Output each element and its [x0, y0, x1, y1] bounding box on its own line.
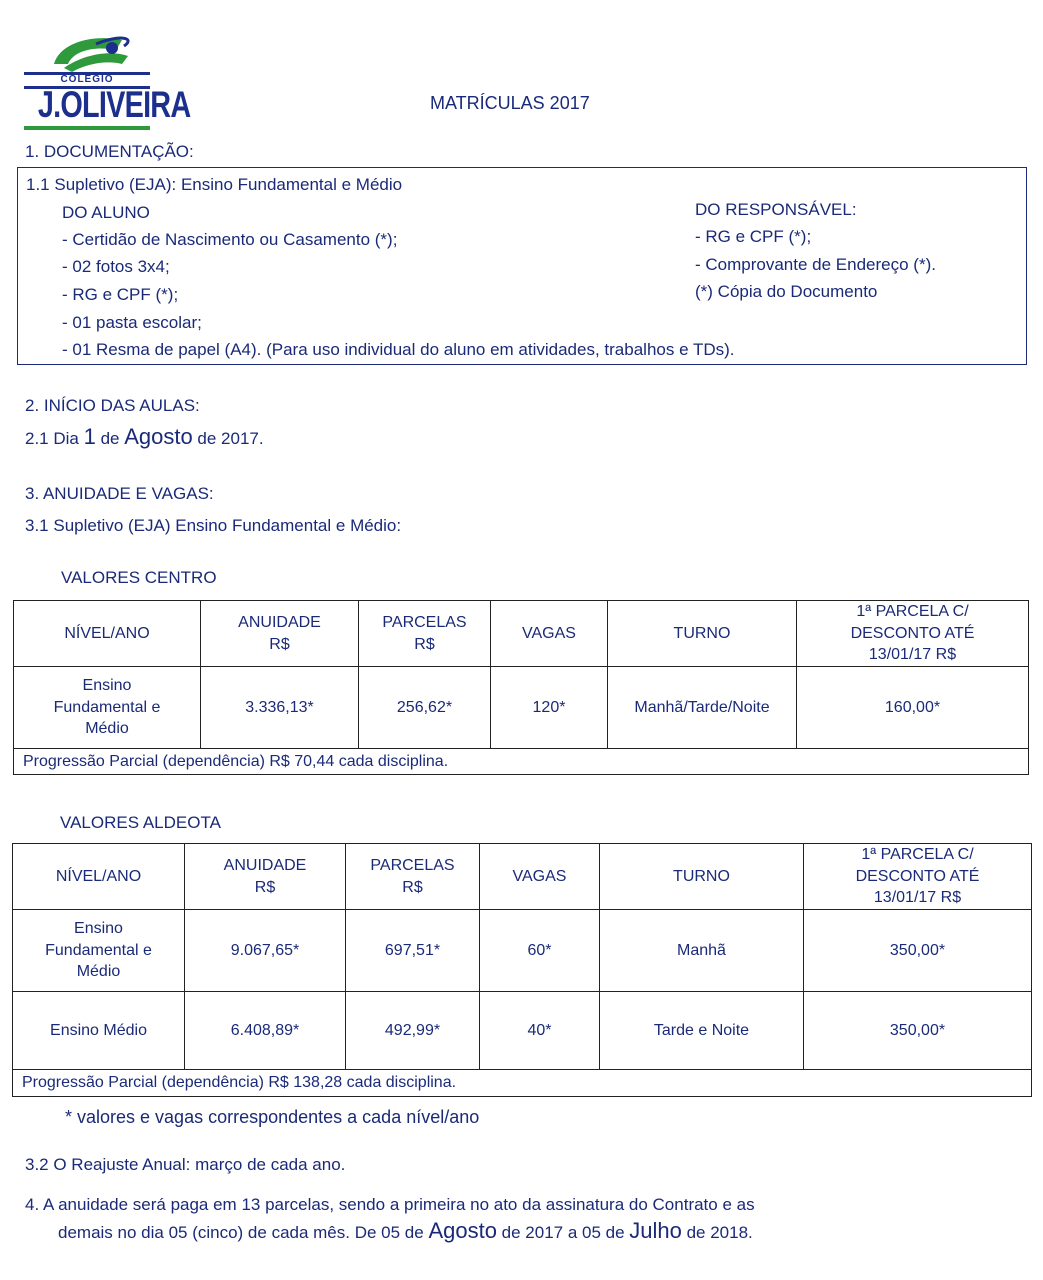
header-desconto: 1ª PARCELA C/ DESCONTO ATÉ 13/01/17 R$ [797, 601, 1029, 667]
cell-nivel: Ensino Médio [13, 992, 185, 1070]
table-note-row [14, 749, 1029, 775]
header-parcelas: PARCELAS R$ [346, 844, 480, 910]
cell-vagas: 60* [480, 910, 600, 992]
cell-vagas: 40* [480, 992, 600, 1070]
logo-top-text: COLÉGIO [60, 74, 114, 85]
header-nivel: NÍVEL/ANO [14, 601, 201, 667]
cell-anuidade: 6.408,89* [185, 992, 346, 1070]
responsavel-item: - RG e CPF (*); [695, 227, 812, 246]
table-row [14, 667, 1029, 749]
cell-turno: Tarde e Noite [600, 992, 804, 1070]
aldeota-note: Progressão Parcial (dependência) R$ 138,28 cada disciplina. [13, 1070, 1032, 1097]
responsavel-item: - Comprovante de Endereço (*). [695, 255, 936, 274]
header-vagas: VAGAS [491, 601, 608, 667]
header-anuidade: ANUIDADE R$ [185, 844, 346, 910]
header-nivel: NÍVEL/ANO [13, 844, 185, 910]
responsavel-title: DO RESPONSÁVEL: [695, 200, 857, 219]
start-day: 1 [83, 424, 96, 449]
section4-line1: 4. A anuidade será paga em 13 parcelas, sendo a primeira no ato da assinatura do Contrato e as [25, 1195, 755, 1214]
cell-anuidade: 3.336,13* [201, 667, 359, 749]
cell-vagas: 120* [491, 667, 608, 749]
table-header-row [14, 601, 1029, 667]
reajuste-line: 3.2 O Reajuste Anual: março de cada ano. [25, 1155, 346, 1174]
aluno-item: - RG e CPF (*); [62, 285, 179, 304]
responsavel-item: (*) Cópia do Documento [695, 282, 878, 301]
start-date-prefix: 2.1 Dia [25, 429, 84, 448]
cell-parcelas: 256,62* [359, 667, 491, 749]
section4-text-a: demais no dia 05 (cinco) de cada mês. De 05 de [58, 1223, 429, 1242]
page-title: MATRÍCULAS 2017 [430, 93, 590, 113]
section4-line2 [58, 1218, 753, 1244]
aluno-item: - 01 Resma de papel (A4). (Para uso individual do aluno em atividades, trabalhos e TDs). [62, 340, 735, 359]
section2-heading: 2. INÍCIO DAS AULAS: [25, 396, 200, 415]
aldeota-table [12, 843, 1032, 1097]
section4-text-b: de 2017 a 05 de [496, 1223, 630, 1242]
header-desconto: 1ª PARCELA C/ DESCONTO ATÉ 13/01/17 R$ [804, 844, 1032, 910]
section1-sub: 1.1 Supletivo (EJA): Ensino Fundamental e Médio [26, 175, 403, 194]
cell-anuidade: 9.067,65* [185, 910, 346, 992]
header-parcelas: PARCELAS R$ [359, 601, 491, 667]
start-month: Agosto [124, 424, 193, 449]
cell-parcelas: 697,51* [346, 910, 480, 992]
section1-heading: 1. DOCUMENTAÇÃO: [25, 142, 194, 161]
table-header-row [13, 844, 1032, 910]
start-date-line [25, 424, 264, 450]
header-turno: TURNO [600, 844, 804, 910]
cell-turno: Manhã/Tarde/Noite [608, 667, 797, 749]
centro-note: Progressão Parcial (dependência) R$ 70,44 cada disciplina. [14, 749, 1029, 775]
aluno-item: - 01 pasta escolar; [62, 313, 202, 332]
aluno-item: - Certidão de Nascimento ou Casamento (*); [62, 230, 398, 249]
header-vagas: VAGAS [480, 844, 600, 910]
aluno-title: DO ALUNO [62, 203, 150, 222]
logo-name: J.OLIVEIRA [37, 84, 191, 125]
start-year: de 2017. [192, 429, 264, 448]
documentation-box [17, 167, 1027, 365]
table-row [13, 992, 1032, 1070]
cell-nivel: Ensino Fundamental e Médio [13, 910, 185, 992]
centro-table [13, 600, 1029, 775]
cell-desconto: 350,00* [804, 910, 1032, 992]
cell-desconto: 160,00* [797, 667, 1029, 749]
cell-desconto: 350,00* [804, 992, 1032, 1070]
start-date-de: de [95, 429, 125, 448]
cell-parcelas: 492,99* [346, 992, 480, 1070]
header-turno: TURNO [608, 601, 797, 667]
header-anuidade: ANUIDADE R$ [201, 601, 359, 667]
table-note-row [13, 1070, 1032, 1097]
aldeota-title: VALORES ALDEOTA [60, 813, 221, 832]
cell-turno: Manhã [600, 910, 804, 992]
cell-nivel: Ensino Fundamental e Médio [14, 667, 201, 749]
section3-heading: 3. ANUIDADE E VAGAS: [25, 484, 214, 503]
footnote: * valores e vagas correspondentes a cada nível/ano [65, 1107, 480, 1127]
table-row [13, 910, 1032, 992]
centro-title: VALORES CENTRO [61, 568, 217, 587]
section4-text-c: de 2018. [681, 1223, 753, 1242]
section3-sub: 3.1 Supletivo (EJA) Ensino Fundamental e Médio: [25, 516, 402, 535]
school-logo [24, 34, 191, 134]
section4-month1: Agosto [428, 1218, 497, 1243]
section4-month2: Julho [629, 1218, 682, 1243]
aluno-item: - 02 fotos 3x4; [62, 257, 170, 276]
